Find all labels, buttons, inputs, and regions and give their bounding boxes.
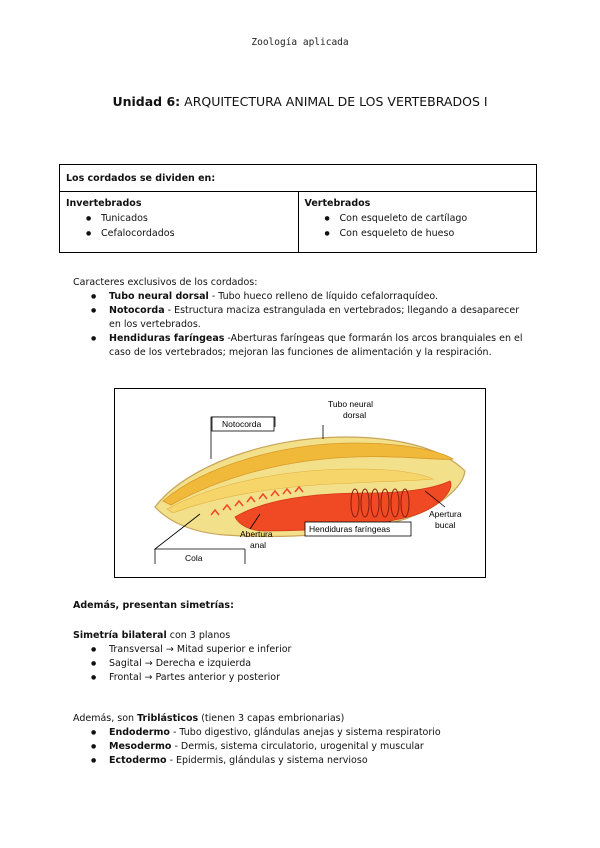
label-hendiduras: Hendiduras faríngeas <box>309 524 391 534</box>
page-header: Zoología aplicada <box>251 37 349 48</box>
page-title <box>0 94 600 109</box>
intro-text: Además, son <box>73 713 138 724</box>
intro-text: (tienen 3 capas embrionarias) <box>198 713 345 724</box>
list-item <box>81 726 533 740</box>
term: Simetría bilateral <box>73 630 167 641</box>
description: - Tubo digestivo, glándulas anejas y sistema respiratorio <box>169 727 441 738</box>
cordados-table <box>59 164 537 253</box>
chordate-diagram <box>114 388 486 578</box>
term: Hendiduras faríngeas <box>109 333 225 344</box>
description: - Epidermis, glándulas y sistema nervioso <box>166 755 368 766</box>
list-item: ● Con esqueleto de cartílago <box>325 211 531 226</box>
unit-title-text: ARQUITECTURA ANIMAL DE LOS VERTEBRADOS I <box>184 94 488 109</box>
vertebrados-title: Vertebrados <box>304 198 371 209</box>
list-item <box>81 740 533 754</box>
caracteres-section <box>73 276 533 360</box>
term: Endodermo <box>109 727 170 738</box>
term: Notocorda <box>109 305 165 316</box>
label-notocorda: Notocorda <box>222 419 262 429</box>
description: -Aberturas faríngeas que formarán los arcos branquiales en el caso de los vertebrados; mejoran las funciones de alimentación y la respiración. <box>109 333 523 358</box>
list-item: ● Con esqueleto de hueso <box>325 226 531 241</box>
list-item: ● Cefalocordados <box>86 226 292 241</box>
chordate-illustration <box>115 389 485 577</box>
vertebrados-cell <box>298 192 537 253</box>
list-item: ● Frontal → Partes anterior y posterior <box>81 671 533 685</box>
description: - Tubo hueco relleno de líquido cefalorraquídeo. <box>208 291 439 302</box>
triblasticos-section <box>73 712 533 768</box>
list-item: ● Tunicados <box>86 211 292 226</box>
invertebrados-cell <box>60 192 299 253</box>
unit-label: Unidad 6: <box>112 94 181 109</box>
label-abertura-1: Abertura <box>240 529 273 539</box>
simetrias-heading: Además, presentan simetrías: <box>73 600 234 611</box>
term: Mesodermo <box>109 741 172 752</box>
table-heading: Los cordados se dividen en: <box>60 165 537 192</box>
simetria-section <box>73 629 533 685</box>
label-cola: Cola <box>185 553 203 563</box>
label-apertura-1: Apertura <box>429 509 462 519</box>
label-abertura-2: anal <box>250 540 267 550</box>
label-tubo-neural-1: Tubo neural <box>328 399 374 409</box>
invertebrados-title: Invertebrados <box>66 198 142 209</box>
description: - Estructura maciza estrangulada en vertebrados; llegando a desaparecer en los vertebrados. <box>109 305 520 330</box>
description: con 3 planos <box>166 630 231 641</box>
label-tubo-neural-2: dorsal <box>343 410 367 420</box>
description: - Dermis, sistema circulatorio, urogenital y muscular <box>171 741 424 752</box>
term: Ectodermo <box>109 755 167 766</box>
term: Triblásticos <box>137 713 199 724</box>
list-item <box>81 290 533 304</box>
list-item <box>81 754 533 768</box>
caracteres-intro: Caracteres exclusivos de los cordados: <box>73 277 258 288</box>
list-item <box>81 332 533 360</box>
triblasticos-intro <box>73 712 533 726</box>
term: Tubo neural dorsal <box>109 291 209 302</box>
simetria-intro <box>73 629 533 643</box>
label-apertura-2: bucal <box>435 520 456 530</box>
list-item: ● Transversal → Mitad superior e inferior <box>81 643 533 657</box>
list-item: ● Sagital → Derecha e izquierda <box>81 657 533 671</box>
list-item <box>81 304 533 332</box>
